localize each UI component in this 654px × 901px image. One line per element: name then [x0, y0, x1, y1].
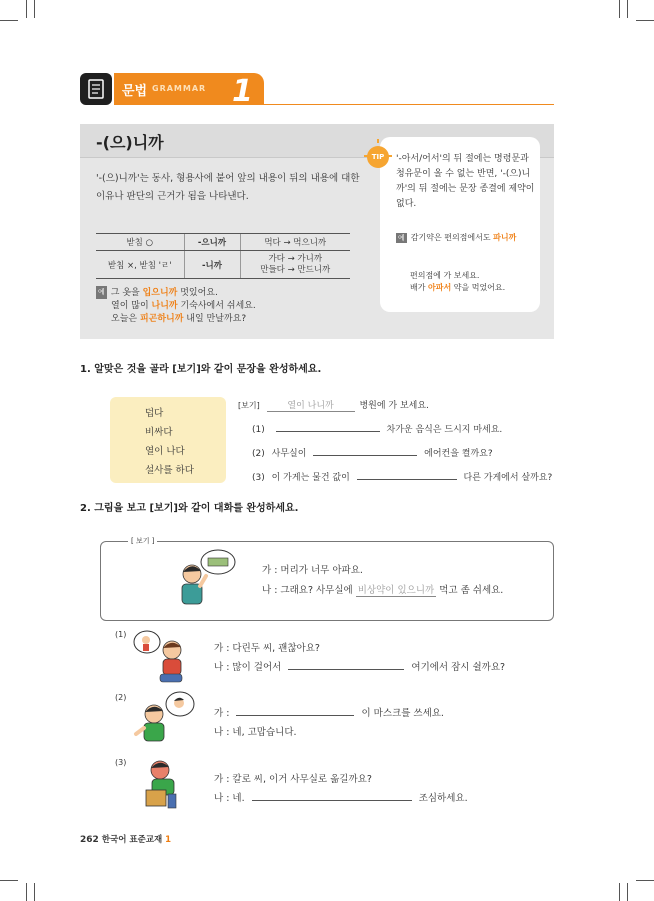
example-sentence: [238, 398, 429, 412]
example-label: [ 보기 ]: [128, 536, 157, 546]
word-option: 덥다: [145, 408, 164, 419]
example-text: 내일 만날까요?: [183, 314, 247, 324]
book-volume: 1: [165, 835, 172, 845]
answer-blank[interactable]: [313, 445, 417, 456]
sentence-text: 에어컨을 켤까요?: [424, 449, 493, 459]
item-2-line-b: 나 : 네, 고맙습니다.: [214, 727, 297, 738]
example-line: [96, 313, 256, 326]
crop-mark: [636, 20, 654, 21]
example-label: [보기]: [238, 401, 260, 410]
answer-blank[interactable]: [236, 705, 354, 716]
book-title: 한국어 표준교재: [101, 835, 163, 845]
example-line: [96, 300, 256, 313]
section-number: 1: [232, 74, 253, 109]
table-cell: -으니까: [184, 234, 240, 251]
tip-text: '-아서/어서'의 뒤 절에는 명령문과 청유문이 올 수 없는 반면, '-(으)니까'의 뒤 절에는 문장 종결에 제약이 없다.: [396, 154, 535, 209]
lightbulb-icon: TIP: [367, 146, 389, 168]
example-answer: 열이 나니까: [267, 398, 355, 412]
tip-example-text: 약을 먹었어요.: [451, 283, 506, 292]
lifting-box-person-illustration: [138, 758, 190, 810]
item-1-line-a: 가 : 다린두 씨, 괜찮아요?: [214, 643, 320, 654]
answer-blank[interactable]: [357, 469, 457, 480]
item-2-line-a: [214, 705, 444, 719]
word-option: 비싸다: [145, 427, 173, 438]
question-1-title: 1. 알맞은 것을 골라 [보기]와 같이 문장을 완성하세요.: [80, 364, 322, 375]
item-number: (3): [252, 473, 265, 483]
item-number: (3): [115, 758, 127, 767]
section-subtitle: GRAMMAR: [152, 84, 207, 93]
conjugation-table: [96, 233, 350, 279]
lightbulb-ray: [364, 155, 368, 157]
sentence-text: 사무실이: [271, 449, 307, 459]
crop-mark: [636, 880, 654, 881]
crop-mark: [34, 0, 35, 18]
example-text: 오늘은: [111, 314, 140, 324]
coughing-person-illustration: [130, 690, 196, 746]
grammar-examples: [96, 286, 256, 326]
item-3-line-b: [214, 790, 468, 804]
answer-blank[interactable]: [288, 659, 404, 670]
tip-example-highlight: 아파서: [428, 283, 452, 292]
tip-example-highlight: 파니까: [493, 233, 517, 242]
word-option: 열이 나다: [145, 446, 185, 457]
example-highlight: 나니까: [151, 301, 178, 311]
page-number: 262: [80, 835, 99, 845]
grammar-description: [96, 170, 386, 206]
sentence-1: [252, 421, 502, 435]
answer-blank[interactable]: [276, 421, 380, 432]
sentence-3: [252, 469, 552, 483]
lightbulb-ray: [377, 139, 379, 143]
tip-example: [396, 232, 516, 243]
question-2-title: 2. 그림을 보고 [보기]와 같이 대화를 완성하세요.: [80, 503, 299, 514]
item-number: (1): [252, 425, 265, 435]
example-text: 병원에 가 보세요.: [359, 401, 429, 411]
example-line-a: 가 : 머리가 너무 아파요.: [262, 565, 363, 576]
table-example: 가다 → 가니까: [268, 253, 323, 264]
header-rule: [264, 104, 554, 105]
item-3-line-a: 가 : 칼로 씨, 이거 사무실로 옮길까요?: [214, 774, 372, 785]
sentence-text: 다른 가게에서 살까요?: [463, 473, 553, 483]
example-text: 열이 많이: [111, 301, 152, 311]
tip-example-line: [410, 282, 505, 294]
example-dialogue-box: [100, 541, 554, 621]
dialogue-text: 나 : 네.: [214, 793, 245, 804]
table-cell: 받침 ○: [96, 234, 184, 251]
example-answer: 비상약이 있으니까: [357, 585, 435, 596]
sentence-text: 이 가게는 물건 값이: [271, 473, 350, 483]
example-tag: 예: [398, 233, 405, 242]
crop-mark: [627, 0, 628, 18]
dialogue-text: 조심하세요.: [418, 793, 468, 804]
item-number: (2): [252, 449, 265, 459]
dialogue-text: 나 : 많이 걸어서: [214, 662, 282, 673]
notebook-icon: [80, 73, 112, 105]
crop-mark: [26, 0, 27, 18]
dialogue-text: 먹고 좀 쉬세요.: [436, 585, 504, 596]
grammar-title: -(으)니까: [96, 133, 164, 152]
lightbulb-ray: [388, 155, 392, 157]
item-number: (2): [115, 693, 127, 702]
table-row: [96, 251, 350, 279]
dialogue-text: 나 : 그래요? 사무실에: [262, 585, 356, 596]
table-cell: -니까: [184, 251, 240, 279]
crop-mark: [0, 880, 18, 881]
example-highlight: 피곤하니까: [139, 314, 184, 324]
item-1-line-b: [214, 659, 505, 673]
table-cell: 받침 ×, 받침 'ㄹ': [96, 251, 184, 279]
description-line: 이유나 판단의 근거가 됨을 나타낸다.: [96, 191, 249, 202]
headache-person-illustration: [170, 548, 240, 610]
dialogue-text: 가 :: [214, 708, 230, 719]
dialogue-text: 이 마스크를 쓰세요.: [361, 708, 444, 719]
tip-example-text: 편의점에 가 보세요.: [410, 271, 480, 280]
crop-mark: [619, 883, 620, 901]
table-cell: 먹다 → 먹으니까: [240, 234, 350, 251]
crop-mark: [627, 883, 628, 901]
table-example: 만들다 → 만드니까: [260, 264, 331, 275]
example-text: 그 옷을: [110, 288, 143, 298]
sentence-text: 차가운 음식은 드시지 마세요.: [386, 425, 503, 435]
answer-blank[interactable]: [252, 790, 412, 801]
example-text: 기숙사에서 쉬세요.: [177, 301, 256, 311]
crop-mark: [619, 0, 620, 18]
tip-example-text: 감기약은 편의점에서도: [410, 233, 494, 242]
example-highlight: 입으니까: [142, 288, 178, 298]
item-number: (1): [115, 630, 127, 639]
tired-legs-person-illustration: [130, 628, 190, 686]
section-title: 문법: [122, 84, 148, 99]
word-option: 설사를 하다: [145, 465, 194, 476]
page-footer: [80, 833, 171, 845]
tip-example: [410, 270, 505, 294]
example-line: [96, 286, 256, 300]
table-cell: [240, 251, 350, 279]
dialogue-text: 여기에서 잠시 쉴까요?: [411, 662, 506, 673]
table-row: [96, 234, 350, 251]
sentence-2: [252, 445, 493, 459]
crop-mark: [34, 883, 35, 901]
example-tag: 예: [96, 286, 107, 299]
crop-mark: [26, 883, 27, 901]
tip-example-text: 배가: [410, 283, 428, 292]
crop-mark: [0, 20, 18, 21]
example-line-b: [262, 582, 503, 596]
description-line: '-(으)니까'는 동사, 형용사에 붙어 앞의 내용이 뒤의 내용에 대한: [96, 173, 360, 184]
example-text: 멋있어요.: [177, 288, 218, 298]
